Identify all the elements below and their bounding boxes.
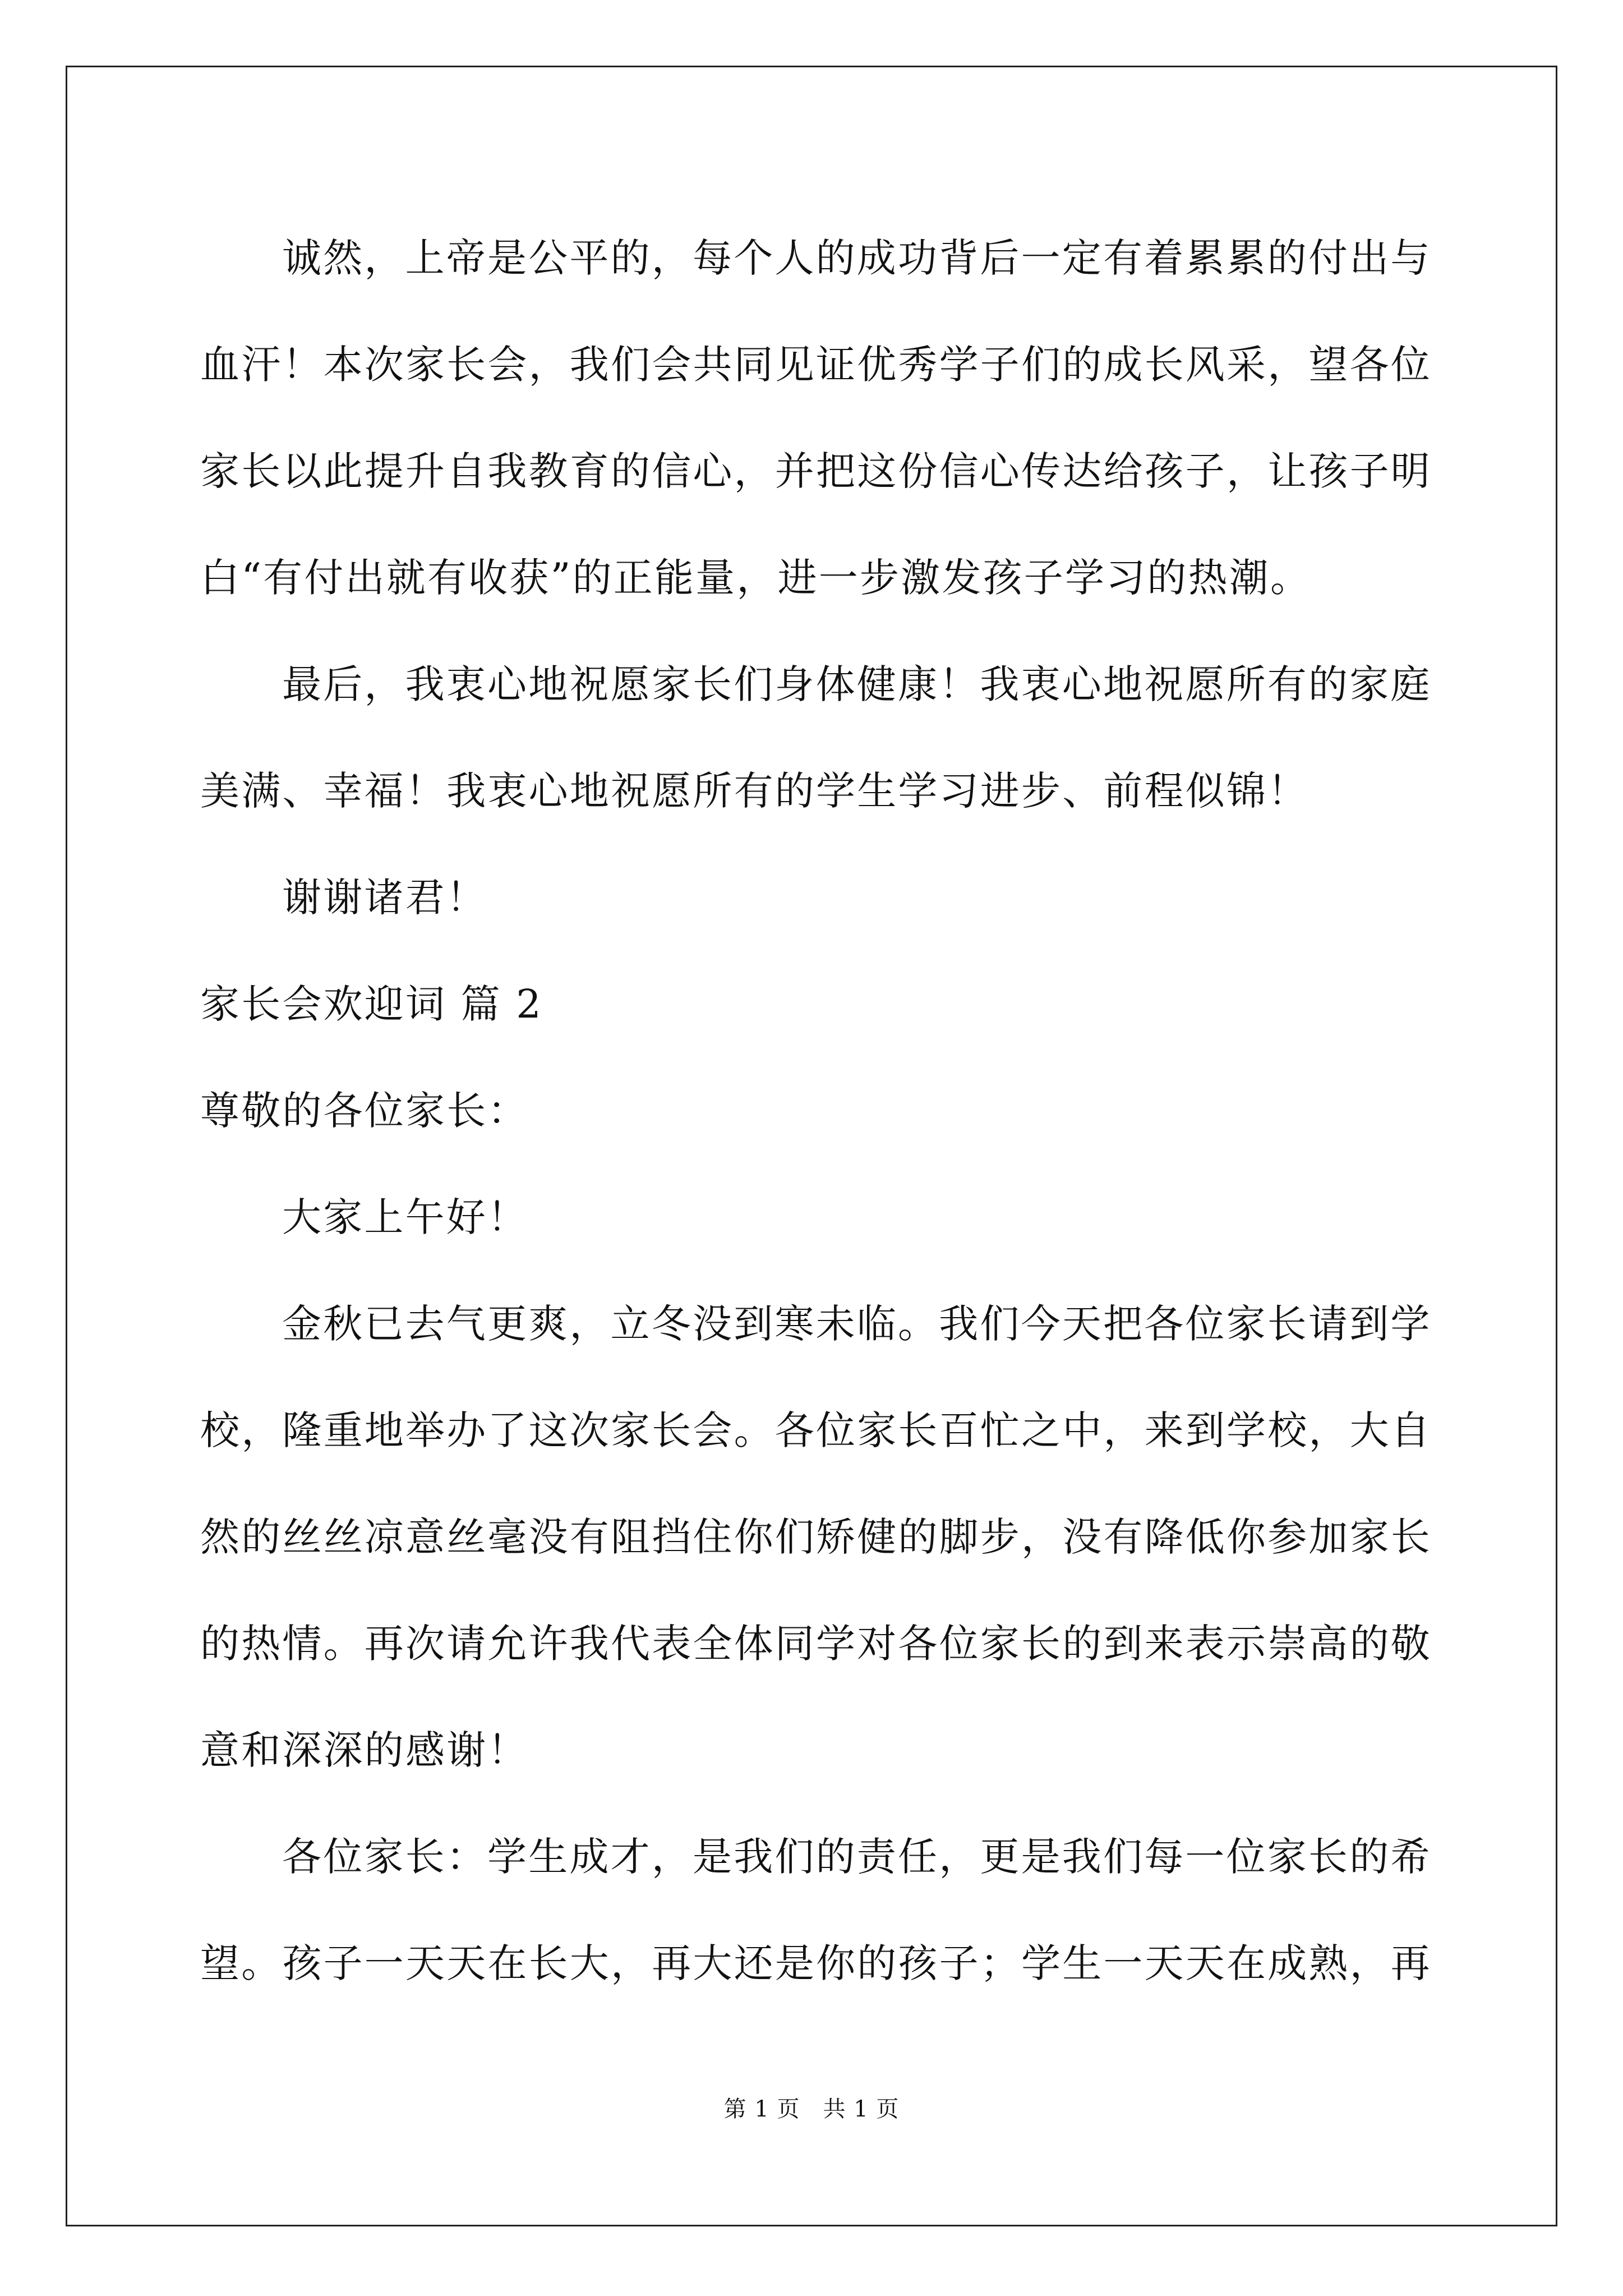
- greeting: 大家上午好！: [282, 1194, 529, 1240]
- section-heading: 家长会欢迎词 篇 2: [200, 981, 543, 1027]
- paragraph-thanks: 谢谢诸君！: [282, 875, 487, 921]
- paragraph-responsibility: 各位家长：学生成才，是我们的责任，更是我们每一位家长的希望。孩子一天天在长大，再大还是你的孩子；学生一天天在成熟，再: [200, 1834, 1432, 1986]
- paragraph-best-wishes: 最后，我衷心地祝愿家长们身体健康！我衷心地祝愿所有的家庭美满、幸福！我衷心地祝愿所有的学生学习进步、前程似锦！: [200, 661, 1432, 814]
- salutation: 尊敬的各位家长：: [200, 1088, 529, 1134]
- page-number-footer: 第 1 页 共 1 页: [723, 2096, 900, 2122]
- paragraph-closing-reflection: 诚然，上帝是公平的，每个人的成功背后一定有着累累的付出与血汗！本次家长会，我们会共同见证优秀学子们的成长风采，望各位家长以此提升自我教育的信心，并把这份信心传达给孩子，让孩子明白“有付出就有收获”的正能量，进一步激发孩子学习的热潮。: [200, 235, 1432, 601]
- paragraph-welcome: 金秋已去气更爽，立冬没到寒未临。我们今天把各位家长请到学校，隆重地举办了这次家长会。各位家长百忙之中，来到学校，大自然的丝丝凉意丝毫没有阻挡住你们矫健的脚步，没有降低你参加家长的热情。再次请允许我代表全体同学对各位家长的到来表示崇高的敬意和深深的感谢！: [200, 1301, 1432, 1773]
- document-body: [200, 205, 1434, 2017]
